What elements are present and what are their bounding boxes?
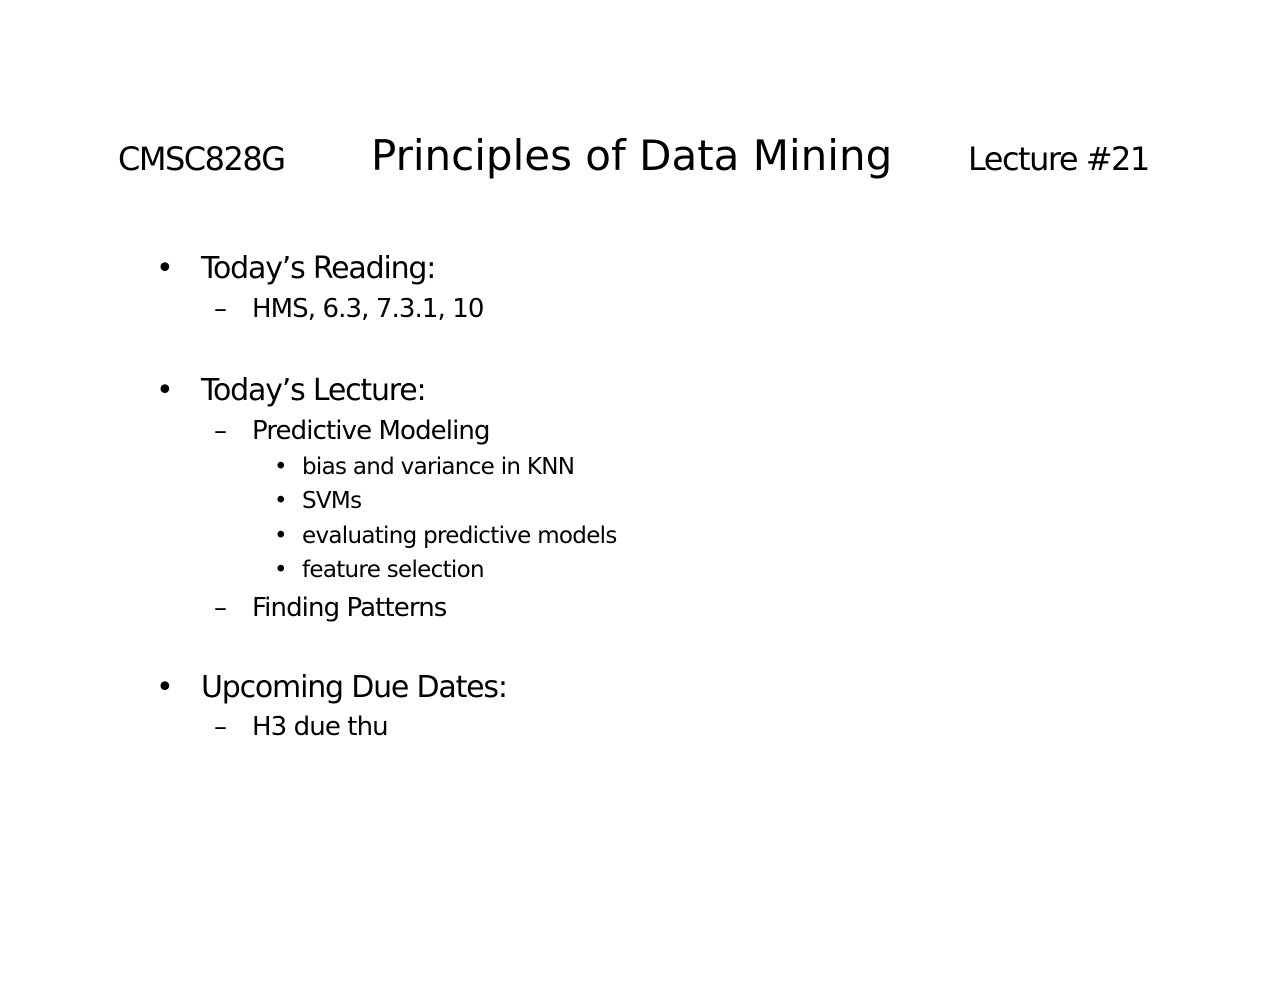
section-heading: Today’s Lecture: — [201, 373, 426, 408]
bullet-marker: • — [274, 523, 287, 549]
course-code: CMSC828G — [118, 140, 285, 178]
bullet-marker: • — [156, 373, 173, 408]
subitem-text: SVMs — [302, 488, 362, 514]
bullet-marker: • — [156, 251, 173, 286]
bullet-marker: • — [274, 557, 287, 583]
section-heading: Upcoming Due Dates: — [201, 670, 507, 705]
lecture-number: Lecture #21 — [968, 140, 1149, 178]
slide-title: Principles of Data Mining — [371, 131, 893, 180]
bullet-marker: • — [274, 488, 287, 514]
list-item-text: HMS, 6.3, 7.3.1, 10 — [252, 294, 484, 324]
bullet-marker: • — [274, 454, 287, 480]
bullet-marker: • — [156, 670, 173, 705]
dash-marker: – — [214, 294, 227, 324]
section-heading: Today’s Reading: — [201, 251, 436, 286]
dash-marker: – — [214, 712, 227, 742]
dash-marker: – — [214, 416, 227, 446]
list-item-text: Finding Patterns — [252, 593, 447, 623]
list-item-text: H3 due thu — [252, 712, 388, 742]
subitem-text: bias and variance in KNN — [302, 454, 575, 480]
list-item-text: Predictive Modeling — [252, 416, 490, 446]
dash-marker: – — [214, 593, 227, 623]
subitem-text: feature selection — [302, 557, 484, 583]
subitem-text: evaluating predictive models — [302, 523, 617, 549]
